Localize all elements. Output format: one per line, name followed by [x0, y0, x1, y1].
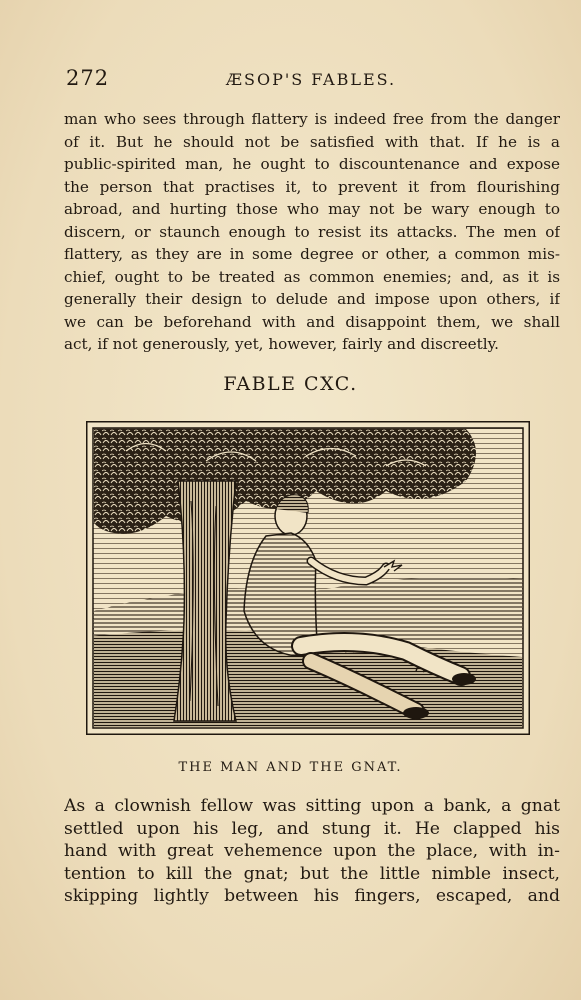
text-line: abroad, and hurting those who may not be wary enough to: [64, 200, 560, 218]
running-title: ÆSOP'S FABLES.: [226, 70, 397, 89]
page-header: [66, 66, 556, 96]
intro-paragraph: [64, 108, 560, 356]
text-line: discern, or staunch enough to resist its attacks. The men of: [64, 222, 560, 241]
text-line: settled upon his leg, and stung it. He clapped his: [64, 818, 560, 839]
text-line: we can be beforehand with and disappoint them, we shall: [64, 312, 560, 331]
text-line: chief, ought to be treated as common enemies; and, as it is: [64, 267, 560, 286]
fable-heading: FABLE CXC.: [223, 373, 358, 395]
text-line: the person that practises it, to prevent it from flourishing: [64, 177, 560, 196]
text-line: flattery, as they are in some degree or other, a common mis-: [64, 245, 560, 263]
text-line: As a clownish fellow was sitting upon a bank, a gnat: [64, 796, 560, 816]
illustration-caption: THE MAN AND THE GNAT.: [178, 760, 403, 775]
fable-paragraph: [64, 795, 560, 908]
woodcut-illustration: [86, 421, 530, 735]
text-line: tention to kill the gnat; but the little nimble insect,: [64, 863, 560, 884]
text-line: man who sees through flattery is indeed free from the danger: [64, 110, 560, 128]
text-line: skipping lightly between his fingers, escaped, and: [64, 886, 560, 906]
page-number: 272: [66, 66, 110, 90]
text-line: public-spirited man, he ought to discountenance and expose: [64, 155, 560, 173]
text-line: generally their design to delude and impose upon others, if: [64, 290, 560, 308]
text-line: of it. But he should not be satisfied with that. If he is a: [64, 132, 560, 151]
text-line: act, if not generously, yet, however, fairly and discreetly.: [64, 335, 499, 353]
text-line: hand with great vehemence upon the place, with in-: [64, 841, 560, 861]
